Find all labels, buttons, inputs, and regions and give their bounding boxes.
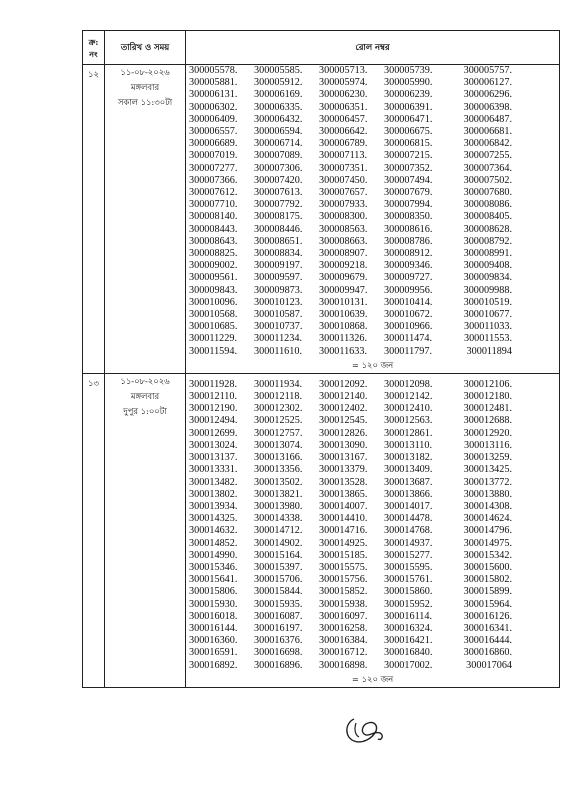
roll-numbers-cell [186, 373, 560, 687]
roll-numbers-cell [186, 65, 560, 374]
roll-number: 300007494. [384, 174, 433, 186]
roll-number: 300016018. [189, 610, 238, 622]
roll-number: 300015899. [463, 586, 512, 598]
roll-number: 300012699. [189, 427, 238, 439]
roll-number: 300016114. [384, 610, 433, 622]
roll-number: 300009843. [189, 284, 238, 296]
date-time-cell [105, 373, 186, 687]
roll-number: 300010677. [463, 309, 512, 321]
roll-number: 300013502. [254, 476, 303, 488]
roll-number: 300016591. [189, 647, 238, 659]
table-header-row [83, 31, 560, 65]
roll-number: 300015806. [189, 586, 238, 598]
roll-number: 300008086. [463, 199, 512, 211]
roll-number: 300013482. [189, 476, 238, 488]
roll-number: 300006714. [254, 138, 303, 150]
roll-number: 300012118. [254, 391, 303, 403]
roll-number: 300007679. [384, 187, 433, 199]
roll-number: 300015641. [189, 574, 238, 586]
roll-number: 300011610. [254, 345, 303, 357]
roll-number: 300015575. [319, 561, 368, 573]
roll-number: 300007306. [254, 162, 303, 174]
roll-number: 300015756. [319, 574, 368, 586]
roll-number: 300012920. [463, 427, 512, 439]
roll-number: 300006302. [189, 101, 238, 113]
session-day: মঙ্গলবার [130, 82, 160, 92]
roll-number: 300015185. [319, 549, 368, 561]
roll-number: 300006789. [319, 138, 368, 150]
roll-number: 300013880. [463, 488, 512, 500]
roll-number: 300014338. [254, 513, 303, 525]
roll-number: 300008991. [463, 248, 512, 260]
roll-number: 300011797. [384, 345, 433, 357]
roll-number: 300013331. [189, 464, 238, 476]
roll-number: 300009002. [189, 260, 238, 272]
roll-number: 300010737. [254, 321, 303, 333]
roll-number: 300007019. [189, 150, 238, 162]
roll-number: 300016097. [319, 610, 368, 622]
roll-number: 300016376. [254, 635, 303, 647]
roll-number: 300006689. [189, 138, 238, 150]
roll-number: 300011326. [319, 333, 368, 345]
roll-number: 300016324. [384, 622, 433, 634]
roll-number: 300015761. [384, 574, 433, 586]
roll-number: 300016860. [463, 647, 512, 659]
roll-number: 300010131. [319, 296, 368, 308]
roll-number: 300015595. [384, 561, 433, 573]
session-total: = ১২০ জন [351, 673, 394, 684]
roll-number: 300007352. [384, 162, 433, 174]
roll-number: 300013090. [319, 439, 368, 451]
roll-number: 300009947. [319, 284, 368, 296]
roll-number: 300014478. [384, 513, 433, 525]
roll-number: 300006351. [319, 101, 368, 113]
roll-number: 300011894 [466, 345, 512, 357]
roll-number: 300015164. [254, 549, 303, 561]
roll-number: 300016898. [319, 659, 368, 671]
roll-number: 300006127. [463, 77, 512, 89]
roll-number: 300008907. [319, 248, 368, 260]
roll-number: 300012092. [319, 378, 368, 390]
roll-number: 300008663. [319, 235, 368, 247]
roll-number: 300007933. [319, 199, 368, 211]
roll-number: 300011033. [463, 321, 512, 333]
roll-number: 300008175. [254, 211, 303, 223]
roll-number: 300014975. [463, 537, 512, 549]
roll-number: 300008446. [254, 223, 303, 235]
roll-number: 300008616. [384, 223, 433, 235]
roll-number: 300007420. [254, 174, 303, 186]
roll-number: 300009873. [254, 284, 303, 296]
roll-number: 300005578. [189, 65, 238, 76]
roll-number: 300006335. [254, 101, 303, 113]
roll-number: 300016444. [463, 635, 512, 647]
roll-number: 300012106. [463, 378, 512, 390]
signature [340, 711, 388, 747]
roll-number: 300013182. [384, 452, 433, 464]
roll-number: 300016341. [463, 622, 512, 634]
roll-number: 300005881. [189, 77, 238, 89]
roll-number: 300016258. [319, 622, 368, 634]
roll-number: 300016712. [319, 647, 368, 659]
roll-number: 300013137. [189, 452, 238, 464]
roll-number: 300015935. [254, 598, 303, 610]
roll-number: 300006409. [189, 113, 238, 125]
roll-number: 300015277. [384, 549, 433, 561]
roll-number: 300006487. [463, 113, 512, 125]
roll-number: 300006842. [463, 138, 512, 150]
roll-number: 300008140. [189, 211, 238, 223]
roll-number-header: রোল নম্বর [186, 31, 560, 65]
roll-number: 300010414. [384, 296, 433, 308]
roll-number: 300010672. [384, 309, 433, 321]
roll-number: 300015706. [254, 574, 303, 586]
roll-number: 300013772. [463, 476, 512, 488]
roll-number: 300015397. [254, 561, 303, 573]
roll-number: 300007351. [319, 162, 368, 174]
roll-number: 300007612. [189, 187, 238, 199]
roll-number: 300013259. [463, 452, 512, 464]
roll-number: 300008792. [463, 235, 512, 247]
roll-number: 300016840. [384, 647, 433, 659]
roll-number: 300008350. [384, 211, 433, 223]
roll-number: 300007215. [384, 150, 433, 162]
roll-number: 300008825. [189, 248, 238, 260]
date-time-cell [105, 65, 186, 374]
roll-number: 300011474. [384, 333, 433, 345]
roll-number: 300014007. [319, 500, 368, 512]
roll-number: 300006398. [463, 101, 512, 113]
roll-number: 300010685. [189, 321, 238, 333]
session-date: ১১-০৮-২০২৬ [120, 67, 170, 77]
roll-number: 300010868. [319, 321, 368, 333]
roll-number: 300012190. [189, 403, 238, 415]
roll-number: 300006169. [254, 89, 303, 101]
serial-cell: ১৩ [83, 373, 105, 687]
roll-number: 300008786. [384, 235, 433, 247]
roll-number: 300013821. [254, 488, 303, 500]
roll-number: 300012142. [384, 391, 433, 403]
roll-number: 300010096. [189, 296, 238, 308]
roll-number: 300009956. [384, 284, 433, 296]
roll-number: 300008563. [319, 223, 368, 235]
roll-number: 300013802. [189, 488, 238, 500]
roll-number: 300014852. [189, 537, 238, 549]
roll-number: 300013110. [384, 439, 433, 451]
roll-number: 300014308. [463, 500, 512, 512]
roll-number: 300010123. [254, 296, 303, 308]
roll-number: 300007613. [254, 187, 303, 199]
roll-number: 300014712. [254, 525, 303, 537]
roll-number: 300013024. [189, 439, 238, 451]
roll-number: 300013980. [254, 500, 303, 512]
roll-number: 300016087. [254, 610, 303, 622]
roll-number: 300014017. [384, 500, 433, 512]
roll-number: 300006815. [384, 138, 433, 150]
roll-number: 300009561. [189, 272, 238, 284]
roll-number: 300012688. [463, 415, 512, 427]
roll-number: 300013167. [319, 452, 368, 464]
roll-number: 300006131. [189, 89, 238, 101]
roll-number: 300016126. [463, 610, 512, 622]
roll-number: 300010639. [319, 309, 368, 321]
roll-number: 300008643. [189, 235, 238, 247]
roll-number: 300008405. [463, 211, 512, 223]
roll-number: 300012302. [254, 403, 303, 415]
roll-number: 300015342. [463, 549, 512, 561]
roll-number: 300014410. [319, 513, 368, 525]
roll-number: 300012140. [319, 391, 368, 403]
roll-number: 300012481. [463, 403, 512, 415]
roll-number: 300015600. [463, 561, 512, 573]
roll-number: 300005585. [254, 65, 303, 76]
roll-number: 300016892. [189, 659, 238, 671]
roll-number: 300007366. [189, 174, 238, 186]
roll-number: 300011594. [189, 345, 238, 357]
roll-number: 300006457. [319, 113, 368, 125]
roll-number: 300006557. [189, 126, 238, 138]
roll-number: 300008651. [254, 235, 303, 247]
roll-number: 300009834. [463, 272, 512, 284]
roll-number: 300017002. [384, 659, 433, 671]
roll-number: 300011934. [254, 378, 303, 390]
roll-number: 300008912. [384, 248, 433, 260]
roll-number: 300016197. [254, 622, 303, 634]
roll-number: 300013074. [254, 439, 303, 451]
roll-number: 300012545. [319, 415, 368, 427]
roll-number: 300009408. [463, 260, 512, 272]
roll-number: 300005974. [319, 77, 368, 89]
roll-number: 300007994. [384, 199, 433, 211]
roll-number: 300011234. [254, 333, 303, 345]
roll-number: 300007657. [319, 187, 368, 199]
roll-number: 300011229. [189, 333, 238, 345]
roll-number: 300006239. [384, 89, 433, 101]
roll-number: 300015952. [384, 598, 433, 610]
roll-number: 300014632. [189, 525, 238, 537]
session-time: সকাল ১১:৩০টা [117, 97, 173, 107]
roll-number: 300012826. [319, 427, 368, 439]
roll-number: 300006675. [384, 126, 433, 138]
session-time: দুপুর ১:০০টা [123, 405, 167, 416]
roll-number: 300012861. [384, 427, 433, 439]
roll-number: 300007277. [189, 162, 238, 174]
roll-number: 300009197. [254, 260, 303, 272]
exam-schedule-table [82, 30, 560, 688]
roll-number: 300016421. [384, 635, 433, 647]
session-row [83, 373, 560, 687]
roll-number: 300017064 [466, 659, 512, 671]
roll-number: 300011928. [189, 378, 238, 390]
roll-number: 300008834. [254, 248, 303, 260]
roll-number: 300008300. [319, 211, 368, 223]
session-row [83, 65, 560, 374]
roll-number: 300015964. [463, 598, 512, 610]
roll-number: 300013865. [319, 488, 368, 500]
roll-number: 300015938. [319, 598, 368, 610]
roll-number: 300012525. [254, 415, 303, 427]
roll-number: 300010587. [254, 309, 303, 321]
roll-number: 300007502. [463, 174, 512, 186]
roll-number: 300012494. [189, 415, 238, 427]
serial-cell: ১২ [83, 65, 105, 374]
roll-number: 300008628. [463, 223, 512, 235]
roll-number: 300016384. [319, 635, 368, 647]
roll-number: 300009597. [254, 272, 303, 284]
roll-number: 300013528. [319, 476, 368, 488]
session-day: মঙ্গলবার [130, 390, 160, 401]
roll-number: 300009679. [319, 272, 368, 284]
roll-number: 300007792. [254, 199, 303, 211]
roll-number: 300014624. [463, 513, 512, 525]
roll-number: 300014990. [189, 549, 238, 561]
roll-number: 300006230. [319, 89, 368, 101]
roll-number: 300006594. [254, 126, 303, 138]
roll-number: 300013425. [463, 464, 512, 476]
roll-number: 300013116. [463, 439, 512, 451]
roll-number: 300015930. [189, 598, 238, 610]
roll-number-grid [186, 65, 559, 358]
roll-number: 300006391. [384, 101, 433, 113]
roll-number: 300014716. [319, 525, 368, 537]
roll-number: 300016360. [189, 635, 238, 647]
roll-number: 300007113. [319, 150, 368, 162]
roll-number: 300007255. [463, 150, 512, 162]
roll-number: 300009346. [384, 260, 433, 272]
roll-number: 300013356. [254, 464, 303, 476]
roll-number: 300006471. [384, 113, 433, 125]
roll-number: 300005713. [319, 65, 368, 76]
roll-number: 300015860. [384, 586, 433, 598]
roll-number: 300013687. [384, 476, 433, 488]
roll-number: 300014768. [384, 525, 433, 537]
roll-number: 300012180. [463, 391, 512, 403]
date-time-header: তারিখ ও সময় [105, 31, 186, 65]
roll-number: 300010966. [384, 321, 433, 333]
roll-number: 300011553. [463, 333, 512, 345]
roll-number: 300005739. [384, 65, 433, 76]
roll-number: 300005912. [254, 77, 303, 89]
session-total: = ১২০ জন [351, 359, 394, 370]
roll-number: 300012410. [384, 403, 433, 415]
roll-number: 300013379. [319, 464, 368, 476]
roll-number: 300015802. [463, 574, 512, 586]
roll-number: 300012098. [384, 378, 433, 390]
session-date: ১১-০৮-২০২৬ [120, 375, 170, 386]
roll-number: 300013866. [384, 488, 433, 500]
roll-number: 300006432. [254, 113, 303, 125]
roll-number: 300013409. [384, 464, 433, 476]
roll-number: 300013166. [254, 452, 303, 464]
roll-number: 300007364. [463, 162, 512, 174]
roll-number: 300015852. [319, 586, 368, 598]
roll-number: 300012402. [319, 403, 368, 415]
roll-number: 300014925. [319, 537, 368, 549]
roll-number: 300010519. [463, 296, 512, 308]
roll-number: 300005757. [463, 65, 512, 76]
roll-number: 300012563. [384, 415, 433, 427]
roll-number: 300012110. [189, 391, 238, 403]
roll-number: 300014902. [254, 537, 303, 549]
roll-number: 300014325. [189, 513, 238, 525]
roll-number: 300006642. [319, 126, 368, 138]
roll-number: 300008443. [189, 223, 238, 235]
roll-number: 300016896. [254, 659, 303, 671]
roll-number: 300006681. [463, 126, 512, 138]
roll-number-grid [186, 374, 559, 672]
roll-number: 300014937. [384, 537, 433, 549]
roll-number: 300012757. [254, 427, 303, 439]
roll-number: 300005990. [384, 77, 433, 89]
roll-number: 300016698. [254, 647, 303, 659]
roll-number: 300009727. [384, 272, 433, 284]
roll-number: 300007710. [189, 199, 238, 211]
roll-number: 300014796. [463, 525, 512, 537]
roll-number: 300015844. [254, 586, 303, 598]
roll-number: 300016144. [189, 622, 238, 634]
roll-number: 300011633. [319, 345, 368, 357]
serial-header: ক্র: নং [83, 31, 105, 65]
roll-number: 300007680. [463, 187, 512, 199]
roll-number: 300007089. [254, 150, 303, 162]
roll-number: 300013934. [189, 500, 238, 512]
roll-number: 300015346. [189, 561, 238, 573]
roll-number: 300010568. [189, 309, 238, 321]
roll-number: 300007450. [319, 174, 368, 186]
roll-number: 300009988. [463, 284, 512, 296]
roll-number: 300009218. [319, 260, 368, 272]
roll-number: 300006296. [463, 89, 512, 101]
